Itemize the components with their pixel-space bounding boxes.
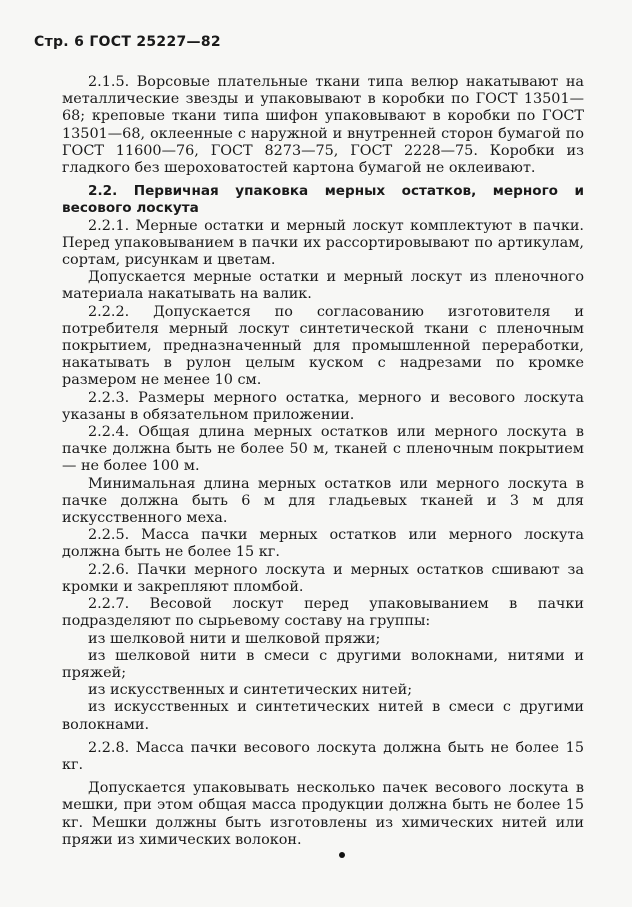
list-item-group-1: из шелковой нити и шелковой пряжи;: [88, 630, 381, 647]
paragraph-2-2-2: 2.2.2. Допускается по согласованию изготовителя и потребителя мерный лоскут синтетической ткани с пленочным покрытием, предназначенный для промышленной переработки, накатывать в рулон целым куском с надрезами по кромке размером не менее 10 см.: [62, 303, 584, 389]
paragraph-2-2-4: 2.2.4. Общая длина мерных остатков или мерного лоскута в пачке должна быть не более 50 м, тканей с пленочным покрытием — не более 100 м.: [62, 424, 584, 475]
paragraph-2-2-8: 2.2.8. Масса пачки весового лоскута должна быть не более 15 кг.: [62, 739, 584, 773]
paragraph-bags: Допускается упаковывать несколько пачек весового лоскута в мешки, при этом общая масса продукции должна быть не более 15 кг. Мешки должны быть изготовлены из химических нитей или пряжи из химических волокон.: [62, 780, 584, 848]
paragraph-2-2-5: 2.2.5. Масса пачки мерных остатков или мерного лоскута должна быть не более 15 кг.: [62, 527, 584, 561]
list-item-group-4: из искусственных и синтетических нитей в смеси с другими волокнами.: [62, 699, 584, 733]
section-heading-2-2: 2.2. Первичная упаковка мерных остатков, мерного и весового лоскута: [62, 183, 584, 217]
page-header: Стр. 6 ГОСТ 25227—82: [34, 34, 221, 50]
paragraph-2-2-6: 2.2.6. Пачки мерного лоскута и мерных остатков сшивают за кромки и закрепляют пломбой.: [62, 561, 584, 595]
ink-dot-mark: [339, 852, 345, 858]
paragraph-2-2-3: 2.2.3. Размеры мерного остатка, мерного и весового лоскута указаны в обязательном приложении.: [62, 389, 584, 423]
paragraph-film-material: Допускается мерные остатки и мерный лоскут из пленочного материала накатывать на валик.: [62, 269, 584, 303]
paragraph-min-length: Минимальная длина мерных остатков или мерного лоскута в пачке должна быть 6 м для гладьевых тканей и 3 м для искусственного меха.: [62, 475, 584, 527]
list-item-group-2: из шелковой нити в смеси с другими волокнами, нитями и пряжей;: [62, 647, 584, 681]
list-item-group-3: из искусственных и синтетических нитей;: [88, 682, 413, 699]
paragraph-2-2-7: 2.2.7. Весовой лоскут перед упаковыванием в пачки подразделяют по сырьевому составу на группы:: [62, 596, 584, 630]
paragraph-2-1-5: 2.1.5. Ворсовые плательные ткани типа велюр накатывают на металлические звезды и упаковывают в коробки по ГОСТ 13501—68; креповые ткани типа шифон упаковывают в коробки по ГОСТ 13501—68, оклеенные с наружной и внутренней сторон бумагой по ГОСТ 11600—76, ГОСТ 8273—75, ГОСТ 2228—75. Коробки из гладкого без шероховатостей картона бумагой не оклеивают.: [62, 74, 584, 177]
paragraph-2-2-1: 2.2.1. Мерные остатки и мерный лоскут комплектуют в пачки. Перед упаковыванием в пачки их рассортировывают по артикулам, сортам, рисункам и цветам.: [62, 217, 584, 269]
document-body: [62, 74, 584, 849]
